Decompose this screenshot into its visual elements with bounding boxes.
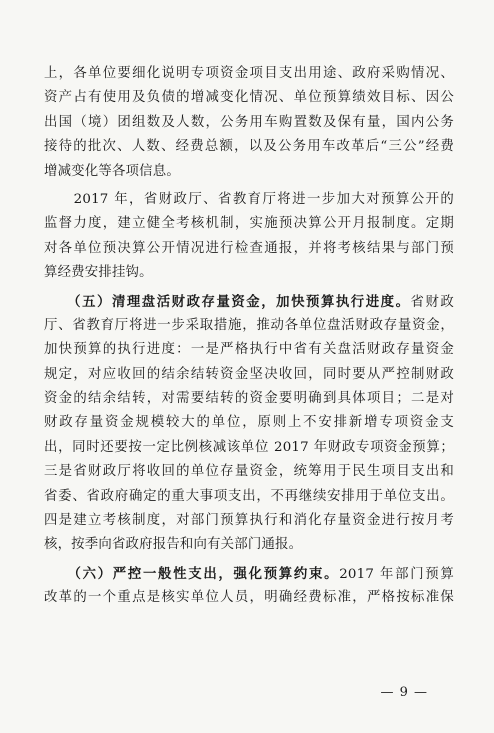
- text-line: 对各单位预决算公开情况进行检查通报，并将考核结果与部门预: [44, 240, 454, 256]
- paragraph-section-five: [44, 290, 454, 558]
- page-number: — 9 —: [380, 685, 428, 700]
- text-line: 改革的一个重点是核实单位人员，明确经费标准，严格按标准保: [44, 590, 454, 606]
- heading-tail-text: 2017 年部门预算: [339, 566, 454, 582]
- text-line: 核，按季向省政府报告和向有关部门通报。: [44, 537, 303, 553]
- text-line: 上，各单位要细化说明专项资金项目支出用途、政府采购情况、: [44, 66, 454, 81]
- text-line: 资金的结余结转，对需要结转的资金要明确到具体项目；二是对: [44, 391, 454, 407]
- text-line: 财政存量资金规模较大的单位，原则上不安排新增专项资金支: [44, 415, 454, 431]
- text-line: 资产占有使用及负债的增减变化情况、单位预算绩效目标、因公: [44, 90, 454, 106]
- text-line: 四是建立考核制度，对部门预算执行和消化存量资金进行按月考: [44, 513, 454, 529]
- paragraph-1: [44, 62, 454, 184]
- heading-tail-text: 省财政: [410, 294, 454, 310]
- text-line: 出国（境）团组数及人数，公务用车购置数及保有量，国内公务: [44, 114, 454, 130]
- section-heading: （五）清理盘活财政存量资金，加快预算执行进度。: [73, 293, 411, 310]
- text-line: 三是省财政厅将收回的单位存量资金，统筹用于民生项目支出和: [44, 464, 454, 480]
- text-line: 省委、省政府确定的重大事项支出，不再继续安排用于单位支出。: [44, 488, 454, 504]
- text-line: 增减变化等各项信息。: [44, 163, 180, 179]
- section-heading: （六）严控一般性支出，强化预算约束。: [74, 565, 340, 582]
- text-line: 监督力度，建立健全考核机制，实施预决算公开月报制度。定期: [44, 216, 454, 232]
- text-line: 厅、省教育厅将进一步采取措施，推动各单位盘活财政存量资金，: [44, 317, 454, 333]
- paragraph-2: [44, 188, 454, 286]
- text-line: 算经费安排挂钩。: [44, 265, 153, 281]
- section-heading-line: [44, 290, 454, 314]
- text-line: 规定，对应收回的结余结转资金坚决收回，同时要从严控制财政: [44, 366, 454, 382]
- text-line: 2017 年，省财政厅、省教育厅将进一步加大对预算公开的: [44, 191, 454, 207]
- text-line: 接待的批次、人数、经费总额，以及公务用车改革后“三公”经费: [44, 139, 454, 155]
- section-heading-line: [44, 562, 454, 586]
- text-line: 加快预算的执行进度：一是严格执行中省有关盘活财政存量资金: [44, 342, 454, 358]
- paragraph-section-six: [44, 562, 454, 611]
- text-line: 出，同时还要按一定比例核减该单位 2017 年财政专项资金预算；: [44, 439, 454, 455]
